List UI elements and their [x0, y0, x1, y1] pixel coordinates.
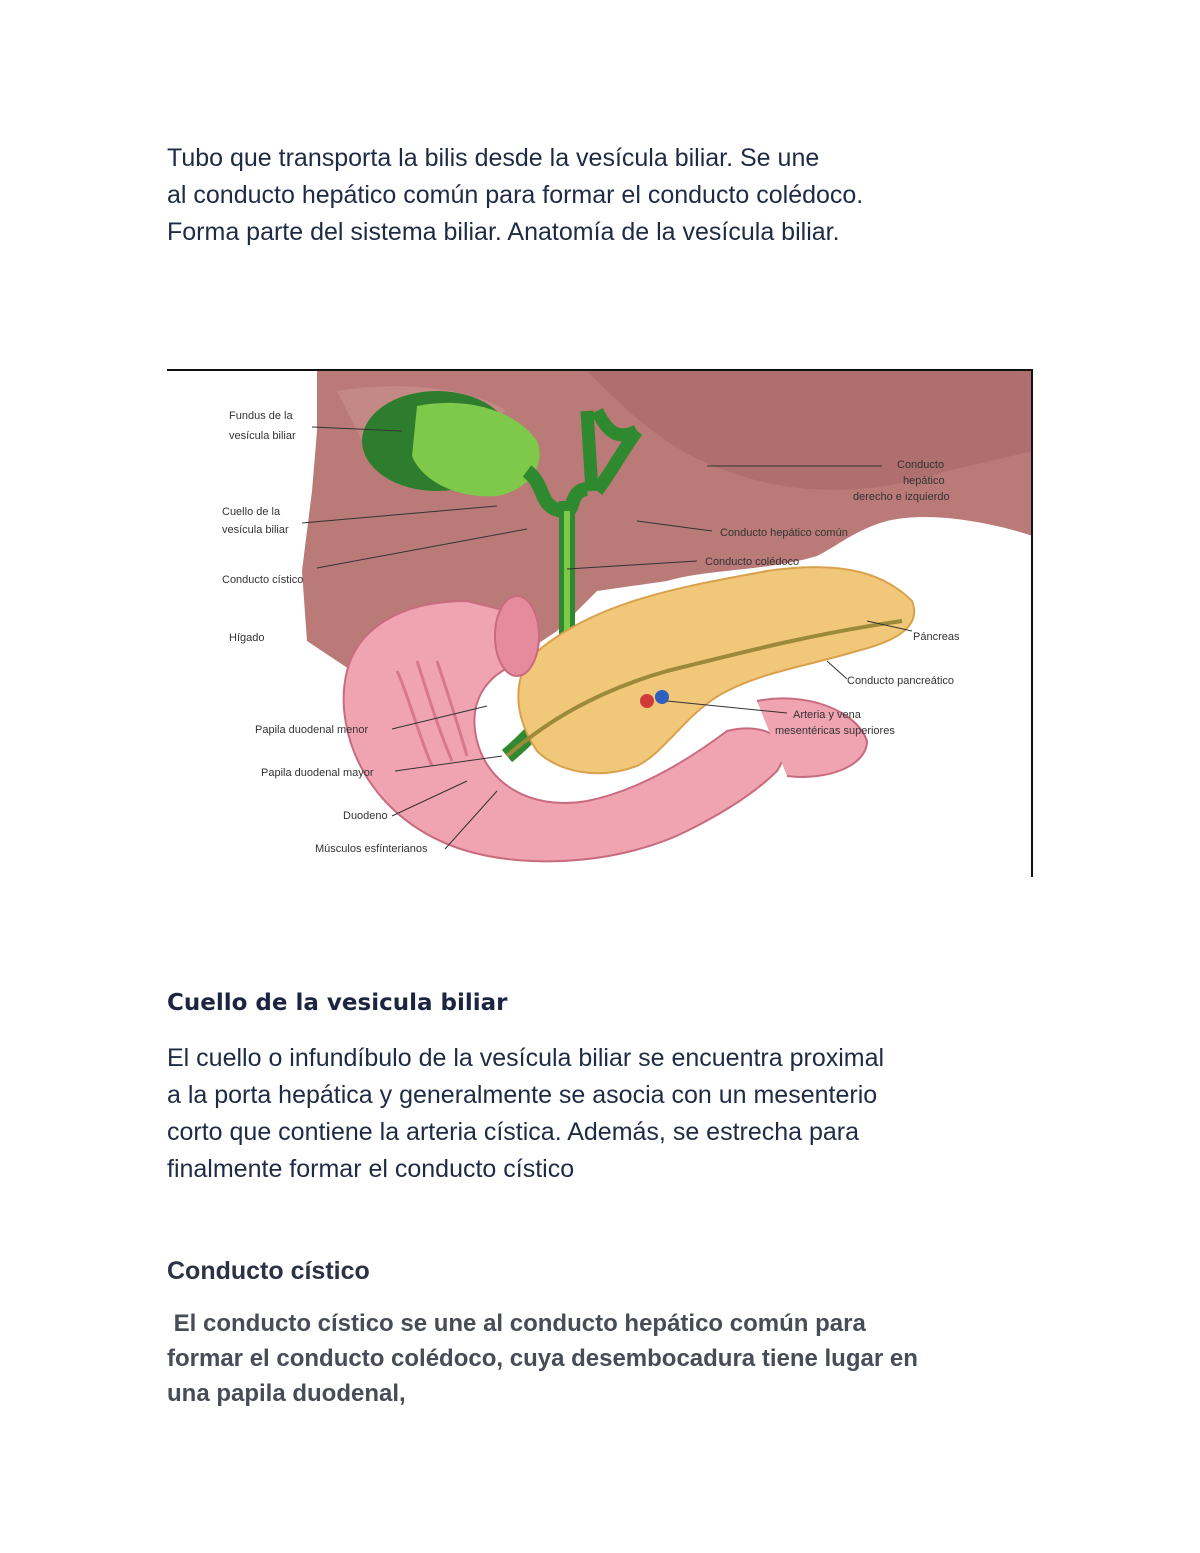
anatomy-figure — [167, 369, 1033, 877]
biliary-anatomy-illustration — [167, 371, 1033, 877]
label-higado: Hígado — [229, 632, 265, 644]
section-title-cistico: Conducto cístico — [167, 1257, 370, 1285]
label-cistico: Conducto cístico — [222, 574, 304, 586]
body-line: El cuello o infundíbulo de la vesícula biliar se encuentra proximal — [167, 1044, 885, 1072]
section-body-cuello — [167, 1040, 1067, 1188]
mesenteric-vein — [655, 690, 669, 704]
label-pancreas: Páncreas — [913, 631, 960, 643]
duodenum-opening — [495, 596, 539, 676]
label-cuello-line2: vesícula biliar — [222, 524, 289, 536]
intro-line: Forma parte del sistema biliar. Anatomía de la vesícula biliar. — [167, 218, 840, 246]
section-title-cuello: Cuello de la vesicula biliar — [167, 990, 508, 1016]
label-hepatico-line1: Conducto — [897, 459, 945, 471]
body-line: finalmente formar el conducto cístico — [167, 1155, 575, 1183]
label-musculos: Músculos esfínterianos — [315, 843, 428, 855]
label-fundus-line1: Fundus de la — [229, 410, 293, 422]
label-fundus-line2: vesícula biliar — [229, 430, 296, 442]
body-line: formar el conducto colédoco, cuya desembocadura tiene lugar en — [167, 1345, 918, 1372]
body-line: corto que contiene la arteria cística. Además, se estrecha para — [167, 1118, 860, 1146]
section-body-cistico — [167, 1306, 1067, 1411]
intro-line: Tubo que transporta la bilis desde la vesícula biliar. Se une — [167, 144, 820, 172]
label-hepatico-line3: derecho e izquierdo — [853, 491, 950, 503]
label-hepatico-line2: hepático — [903, 475, 945, 487]
mesenteric-artery — [640, 694, 654, 708]
label-papila-mayor: Papila duodenal mayor — [261, 767, 374, 779]
label-papila-menor: Papila duodenal menor — [255, 724, 369, 736]
body-line: una papila duodenal, — [167, 1380, 406, 1407]
label-cuello-line1: Cuello de la — [222, 506, 281, 518]
intro-paragraph — [167, 140, 1067, 251]
body-line: a la porta hepática y generalmente se asocia con un mesenterio — [167, 1081, 878, 1109]
label-coledoco: Conducto colédoco — [705, 556, 800, 568]
intro-line: al conducto hepático común para formar el conducto colédoco. — [167, 181, 864, 209]
body-line: El conducto cístico se une al conducto hepático común para — [167, 1310, 866, 1337]
label-arteria-line1: Arteria y vena — [793, 709, 861, 721]
label-hepatico-comun: Conducto hepático común — [720, 527, 848, 539]
label-arteria-line2: mesentéricas superiores — [775, 725, 895, 737]
label-pancreatico: Conducto pancreático — [847, 675, 955, 687]
label-duodeno: Duodeno — [343, 810, 388, 822]
